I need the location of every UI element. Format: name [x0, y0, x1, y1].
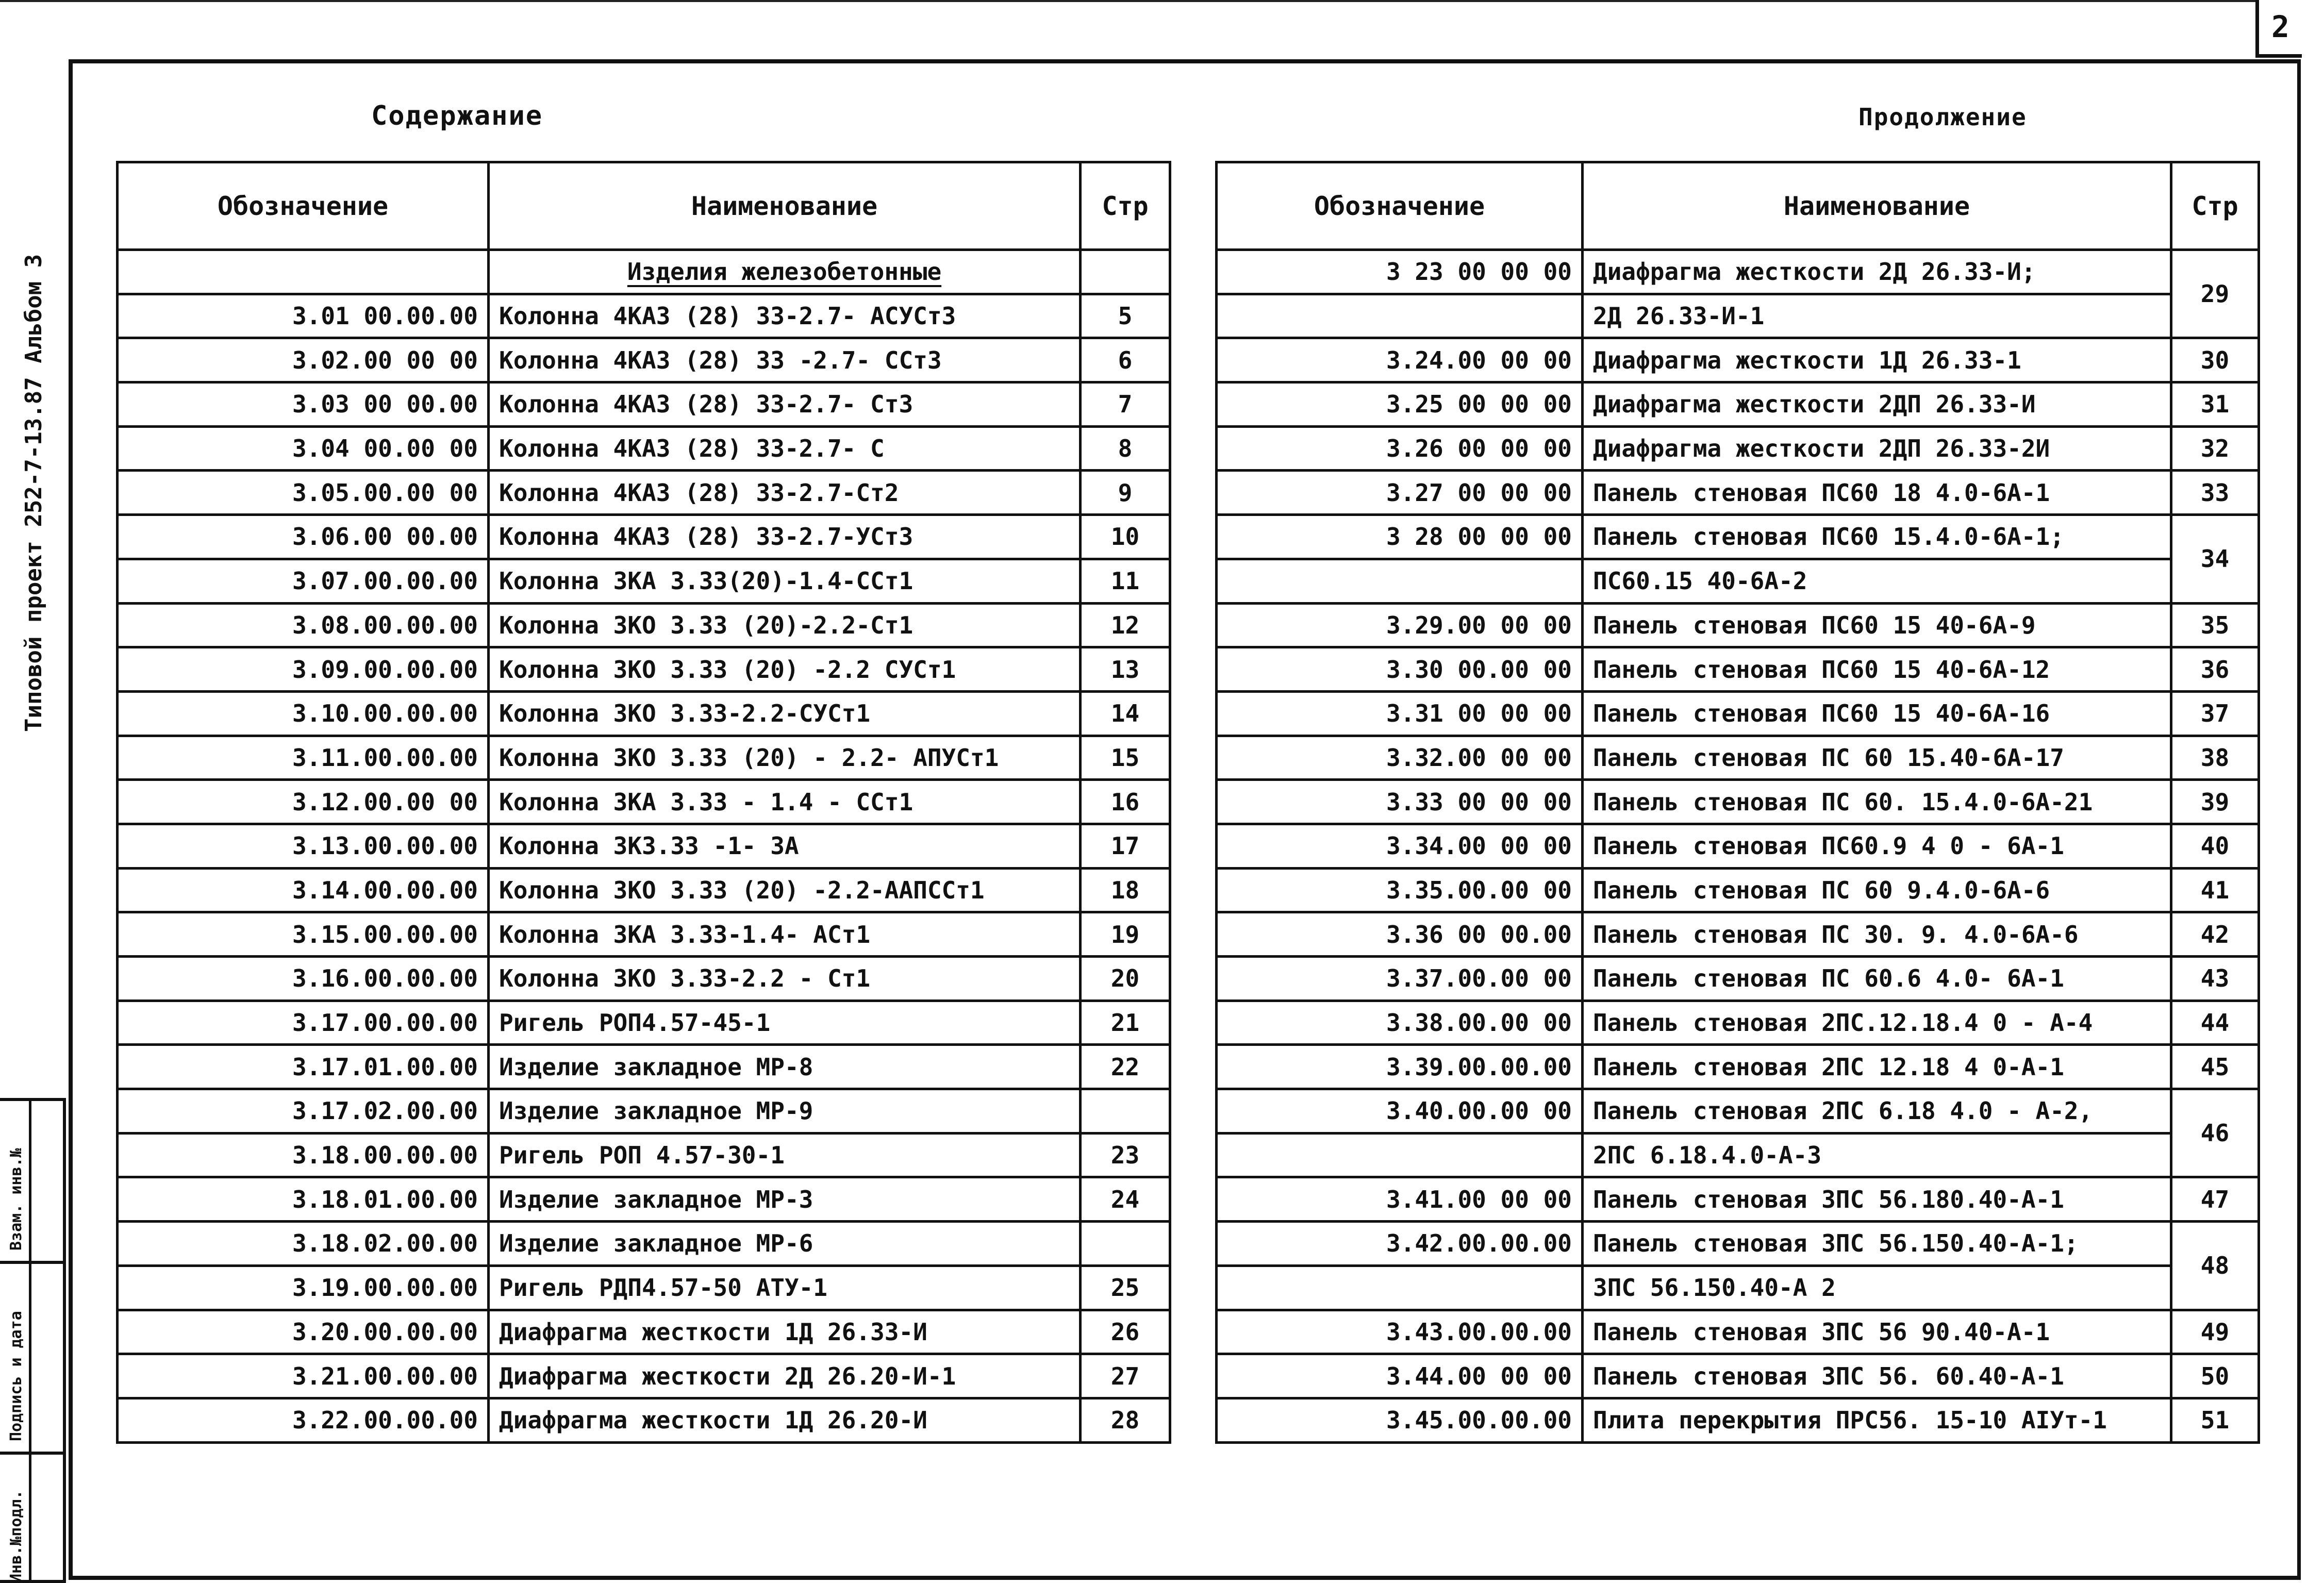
stamp-divider — [29, 1101, 31, 1580]
top-border-line — [0, 0, 2258, 2]
table-row — [118, 824, 1170, 868]
table-row — [118, 1045, 1170, 1089]
row-page: 14 — [1081, 691, 1170, 736]
row-name: Ригель РДП4.57-50 АТУ-1 — [489, 1265, 1081, 1310]
row-name: Панель стеновая ПС60.9 4 0 - 6А-1 — [1583, 824, 2171, 868]
table-row — [118, 736, 1170, 780]
row-code: 3.06.00 00.00 — [118, 515, 489, 559]
table-row — [1217, 1133, 2259, 1177]
row-code: 3.11.00.00.00 — [118, 736, 489, 780]
table-cell — [1081, 250, 1170, 294]
table-row — [118, 1222, 1170, 1266]
row-name: Панель стеновая ПС60 18 4.0-6А-1 — [1583, 471, 2171, 515]
row-code: 3.41.00 00 00 — [1217, 1177, 1583, 1222]
table-row — [118, 1177, 1170, 1222]
row-code: 3.12.00.00 00 — [118, 780, 489, 824]
row-name: Панель стеновая 2ПС 12.18 4 0-А-1 — [1583, 1045, 2171, 1089]
row-code: 3.14.00.00.00 — [118, 868, 489, 912]
row-code: 3.27 00 00 00 — [1217, 471, 1583, 515]
contents-heading: Содержание — [371, 101, 543, 131]
column-header-code: Обозначение — [118, 162, 489, 250]
row-name: Диафрагма жесткости 1Д 26.20-И — [489, 1398, 1081, 1442]
row-page: 29 — [2171, 250, 2259, 338]
row-page: 15 — [1081, 736, 1170, 780]
row-page: 37 — [2171, 691, 2259, 736]
row-code — [1217, 1265, 1583, 1310]
table-row — [1217, 1045, 2259, 1089]
table-row — [1217, 382, 2259, 427]
stamp-label-signature-date: Подпись и дата — [7, 1311, 25, 1441]
row-name: Колонна 3КО 3.33 (20)-2.2-Ст1 — [489, 603, 1081, 647]
table-row — [1217, 1089, 2259, 1134]
row-code: 3.43.00.00.00 — [1217, 1310, 1583, 1354]
row-page: 23 — [1081, 1133, 1170, 1177]
row-code: 3.18.02.00.00 — [118, 1222, 489, 1266]
row-page: 25 — [1081, 1265, 1170, 1310]
row-code: 3.34.00 00 00 — [1217, 824, 1583, 868]
row-name: Диафрагма жесткости 2ДП 26.33-И — [1583, 382, 2171, 427]
table-row — [118, 559, 1170, 603]
row-page: 44 — [2171, 1001, 2259, 1045]
row-name: Панель стеновая ПС60 15 40-6А-16 — [1583, 691, 2171, 736]
row-name: Колонна 3КО 3.33-2.2 - Ст1 — [489, 957, 1081, 1001]
row-code: 3.05.00.00 00 — [118, 471, 489, 515]
row-code: 3.21.00.00.00 — [118, 1354, 489, 1398]
row-page: 49 — [2171, 1310, 2259, 1354]
table-row — [118, 1398, 1170, 1442]
table-row — [1217, 1177, 2259, 1222]
row-code: 3.20.00.00.00 — [118, 1310, 489, 1354]
row-code: 3 23 00 00 00 — [1217, 250, 1583, 294]
row-name: Панель стеновая 2ПС.12.18.4 0 - А-4 — [1583, 1001, 2171, 1045]
row-page: 36 — [2171, 647, 2259, 692]
table-row — [1217, 647, 2259, 692]
row-code: 3.42.00.00.00 — [1217, 1222, 1583, 1266]
table-row — [1217, 294, 2259, 338]
row-page: 41 — [2171, 868, 2259, 912]
row-code: 3.17.00.00.00 — [118, 1001, 489, 1045]
row-name: ПС60.15 40-6А-2 — [1583, 559, 2171, 603]
column-header-code: Обозначение — [1217, 162, 1583, 250]
row-page: 47 — [2171, 1177, 2259, 1222]
row-page: 34 — [2171, 515, 2259, 603]
row-code: 3.15.00.00.00 — [118, 912, 489, 957]
approval-stamp — [0, 1098, 66, 1583]
row-name: Колонна 3КА 3.33-1.4- АСт1 — [489, 912, 1081, 957]
row-name: Диафрагма жесткости 2Д 26.33-И; — [1583, 250, 2171, 294]
row-page: 6 — [1081, 338, 1170, 382]
row-code: 3.22.00.00.00 — [118, 1398, 489, 1442]
row-code: 3.40.00.00 00 — [1217, 1089, 1583, 1134]
row-page: 24 — [1081, 1177, 1170, 1222]
row-page: 50 — [2171, 1354, 2259, 1398]
row-name: Ригель РОП 4.57-30-1 — [489, 1133, 1081, 1177]
row-name: Панель стеновая ПС 60.6 4.0- 6А-1 — [1583, 957, 2171, 1001]
table-row — [118, 912, 1170, 957]
table-row — [118, 471, 1170, 515]
row-page: 51 — [2171, 1398, 2259, 1442]
row-code: 3.37.00.00 00 — [1217, 957, 1583, 1001]
table-row — [118, 780, 1170, 824]
column-header-name: Наименование — [1583, 162, 2171, 250]
row-page: 20 — [1081, 957, 1170, 1001]
table-row — [1217, 912, 2259, 957]
row-page: 32 — [2171, 426, 2259, 471]
row-name: Панель стеновая ПС 60. 15.4.0-6А-21 — [1583, 780, 2171, 824]
row-page: 21 — [1081, 1001, 1170, 1045]
row-name: Панель стеновая ПС60 15 40-6А-9 — [1583, 603, 2171, 647]
row-page: 13 — [1081, 647, 1170, 692]
table-row — [118, 338, 1170, 382]
row-page: 42 — [2171, 912, 2259, 957]
row-name: 3ПС 56.150.40-А 2 — [1583, 1265, 2171, 1310]
table-row — [118, 1133, 1170, 1177]
table-row — [1217, 559, 2259, 603]
row-name: Колонна 4КАЗ (28) 33-2.7-УСт3 — [489, 515, 1081, 559]
row-name: Панель стеновая ПС 60 15.40-6А-17 — [1583, 736, 2171, 780]
row-name: Панель стеновая 3ПС 56 90.40-А-1 — [1583, 1310, 2171, 1354]
row-page: 18 — [1081, 868, 1170, 912]
row-page: 45 — [2171, 1045, 2259, 1089]
row-name: 2ПС 6.18.4.0-А-3 — [1583, 1133, 2171, 1177]
row-name: Колонна 3КА 3.33 - 1.4 - ССт1 — [489, 780, 1081, 824]
row-page: 12 — [1081, 603, 1170, 647]
row-page: 28 — [1081, 1398, 1170, 1442]
sheet-number: 2 — [2255, 0, 2302, 58]
row-name: Панель стеновая 3ПС 56.150.40-А-1; — [1583, 1222, 2171, 1266]
row-page: 26 — [1081, 1310, 1170, 1354]
row-code: 3.26 00 00 00 — [1217, 426, 1583, 471]
table-header-row — [118, 162, 1170, 250]
row-page: 40 — [2171, 824, 2259, 868]
continuation-heading: Продолжение — [1858, 103, 2027, 131]
column-header-name: Наименование — [489, 162, 1081, 250]
row-name: Панель стеновая ПС 60 9.4.0-6А-6 — [1583, 868, 2171, 912]
row-page: 16 — [1081, 780, 1170, 824]
table-row — [1217, 426, 2259, 471]
row-name: Диафрагма жесткости 1Д 26.33-1 — [1583, 338, 2171, 382]
row-code — [1217, 559, 1583, 603]
row-name: Панель стеновая ПС60 15.4.0-6А-1; — [1583, 515, 2171, 559]
row-name: Панель стеновая 3ПС 56. 60.40-А-1 — [1583, 1354, 2171, 1398]
row-code: 3.32.00 00 00 — [1217, 736, 1583, 780]
table-header-row — [1217, 162, 2259, 250]
row-code: 3.13.00.00.00 — [118, 824, 489, 868]
row-page: 30 — [2171, 338, 2259, 382]
row-name: Колонна 3КА 3.33(20)-1.4-ССт1 — [489, 559, 1081, 603]
side-title: Типовой проект 252-7-13.87 Альбом 3 — [21, 254, 47, 732]
table-row — [118, 294, 1170, 338]
row-name: Панель стеновая 2ПС 6.18 4.0 - А-2, — [1583, 1089, 2171, 1134]
table-row — [1217, 1222, 2259, 1266]
row-page: 43 — [2171, 957, 2259, 1001]
contents-table-right — [1215, 161, 2260, 1444]
table-row — [1217, 1398, 2259, 1442]
row-name: Панель стеновая ПС60 15 40-6А-12 — [1583, 647, 2171, 692]
row-code: 3.17.02.00.00 — [118, 1089, 489, 1134]
table-row — [1217, 1310, 2259, 1354]
row-code: 3.29.00 00 00 — [1217, 603, 1583, 647]
row-name: Колонна 4КАЗ (28) 33-2.7- АСУСт3 — [489, 294, 1081, 338]
row-code: 3.30 00.00 00 — [1217, 647, 1583, 692]
table-row — [118, 603, 1170, 647]
section-title: Изделия железобетонные — [489, 250, 1081, 294]
row-code: 3.24.00 00 00 — [1217, 338, 1583, 382]
row-name: Панель стеновая 3ПС 56.180.40-А-1 — [1583, 1177, 2171, 1222]
table-row — [118, 1310, 1170, 1354]
row-page: 22 — [1081, 1045, 1170, 1089]
row-code — [1217, 1133, 1583, 1177]
table-row — [118, 1001, 1170, 1045]
column-header-page: Стр — [1081, 162, 1170, 250]
row-name: Колонна 3КО 3.33-2.2-СУСт1 — [489, 691, 1081, 736]
table-row — [1217, 471, 2259, 515]
table-row — [1217, 1354, 2259, 1398]
row-code: 3.08.00.00.00 — [118, 603, 489, 647]
row-page: 46 — [2171, 1089, 2259, 1177]
row-page: 19 — [1081, 912, 1170, 957]
row-name: Ригель РОП4.57-45-1 — [489, 1001, 1081, 1045]
table-row — [118, 647, 1170, 692]
column-header-page: Стр — [2171, 162, 2259, 250]
row-name: Колонна 4КАЗ (28) 33 -2.7- ССт3 — [489, 338, 1081, 382]
table-row — [1217, 250, 2259, 294]
table-row — [1217, 736, 2259, 780]
row-name: Колонна 3КО 3.33 (20) -2.2-ААПССт1 — [489, 868, 1081, 912]
section-row — [118, 250, 1170, 294]
row-code: 3.03 00 00.00 — [118, 382, 489, 427]
row-name: Диафрагма жесткости 1Д 26.33-И — [489, 1310, 1081, 1354]
table-row — [118, 382, 1170, 427]
row-name: Колонна 3КО 3.33 (20) -2.2 СУСт1 — [489, 647, 1081, 692]
row-code: 3.39.00.00.00 — [1217, 1045, 1583, 1089]
row-page: 38 — [2171, 736, 2259, 780]
stamp-row-divider — [0, 1261, 63, 1264]
row-page: 8 — [1081, 426, 1170, 471]
row-page: 9 — [1081, 471, 1170, 515]
table-row — [118, 426, 1170, 471]
row-code — [1217, 294, 1583, 338]
row-code: 3.07.00.00.00 — [118, 559, 489, 603]
row-page — [1081, 1089, 1170, 1134]
row-name: Изделие закладное МР-8 — [489, 1045, 1081, 1089]
row-name: Колонна 4КАЗ (28) 33-2.7- Ст3 — [489, 382, 1081, 427]
row-code: 3 28 00 00 00 — [1217, 515, 1583, 559]
table-row — [1217, 603, 2259, 647]
row-name: Изделие закладное МР-6 — [489, 1222, 1081, 1266]
contents-table-left — [116, 161, 1171, 1444]
row-name: 2Д 26.33-И-1 — [1583, 294, 2171, 338]
table-row — [118, 957, 1170, 1001]
row-code: 3.10.00.00.00 — [118, 691, 489, 736]
row-page — [1081, 1222, 1170, 1266]
row-name: Колонна 3КО 3.33 (20) - 2.2- АПУСт1 — [489, 736, 1081, 780]
row-code: 3.01 00.00.00 — [118, 294, 489, 338]
table-row — [1217, 1001, 2259, 1045]
row-code: 3.31 00 00 00 — [1217, 691, 1583, 736]
table-row — [1217, 1265, 2259, 1310]
table-row — [1217, 957, 2259, 1001]
row-code: 3.18.00.00.00 — [118, 1133, 489, 1177]
stamp-label-replacement-inv: Взам. инв.№ — [7, 1148, 25, 1251]
row-name: Изделие закладное МР-3 — [489, 1177, 1081, 1222]
table-cell — [118, 250, 489, 294]
row-name: Колонна 3КЗ.33 -1- 3А — [489, 824, 1081, 868]
table-row — [118, 868, 1170, 912]
table-row — [118, 1089, 1170, 1134]
row-page: 5 — [1081, 294, 1170, 338]
row-page: 27 — [1081, 1354, 1170, 1398]
table-row — [1217, 515, 2259, 559]
row-page: 17 — [1081, 824, 1170, 868]
row-page: 35 — [2171, 603, 2259, 647]
row-name: Колонна 4КАЗ (28) 33-2.7- С — [489, 426, 1081, 471]
row-code: 3.36 00 00.00 — [1217, 912, 1583, 957]
row-code: 3.33 00 00 00 — [1217, 780, 1583, 824]
row-name: Диафрагма жесткости 2Д 26.20-И-1 — [489, 1354, 1081, 1398]
table-row — [1217, 338, 2259, 382]
row-code: 3.17.01.00.00 — [118, 1045, 489, 1089]
row-code: 3.18.01.00.00 — [118, 1177, 489, 1222]
table-row — [1217, 691, 2259, 736]
row-code: 3.45.00.00.00 — [1217, 1398, 1583, 1442]
row-page: 31 — [2171, 382, 2259, 427]
table-row — [118, 1265, 1170, 1310]
row-page: 7 — [1081, 382, 1170, 427]
row-page: 33 — [2171, 471, 2259, 515]
row-code: 3.35.00.00 00 — [1217, 868, 1583, 912]
row-code: 3.04 00.00 00 — [118, 426, 489, 471]
row-page: 39 — [2171, 780, 2259, 824]
row-name: Плита перекрытия ПРС56. 15-10 АIУт-1 — [1583, 1398, 2171, 1442]
row-code: 3.16.00.00.00 — [118, 957, 489, 1001]
row-page: 10 — [1081, 515, 1170, 559]
row-code: 3.02.00 00 00 — [118, 338, 489, 382]
row-name: Колонна 4КАЗ (28) 33-2.7-Ст2 — [489, 471, 1081, 515]
row-code: 3.44.00 00 00 — [1217, 1354, 1583, 1398]
row-code: 3.19.00.00.00 — [118, 1265, 489, 1310]
table-row — [118, 691, 1170, 736]
row-page: 48 — [2171, 1222, 2259, 1310]
table-row — [118, 515, 1170, 559]
stamp-row-divider — [0, 1452, 63, 1455]
table-row — [1217, 780, 2259, 824]
table-row — [1217, 824, 2259, 868]
stamp-label-original-inv: Инв.№подл. — [7, 1490, 25, 1583]
row-name: Панель стеновая ПС 30. 9. 4.0-6А-6 — [1583, 912, 2171, 957]
row-code: 3.09.00.00.00 — [118, 647, 489, 692]
row-name: Изделие закладное МР-9 — [489, 1089, 1081, 1134]
row-code: 3.38.00.00 00 — [1217, 1001, 1583, 1045]
table-row — [1217, 868, 2259, 912]
row-code: 3.25 00 00 00 — [1217, 382, 1583, 427]
table-row — [118, 1354, 1170, 1398]
row-page: 11 — [1081, 559, 1170, 603]
row-name: Диафрагма жесткости 2ДП 26.33-2И — [1583, 426, 2171, 471]
